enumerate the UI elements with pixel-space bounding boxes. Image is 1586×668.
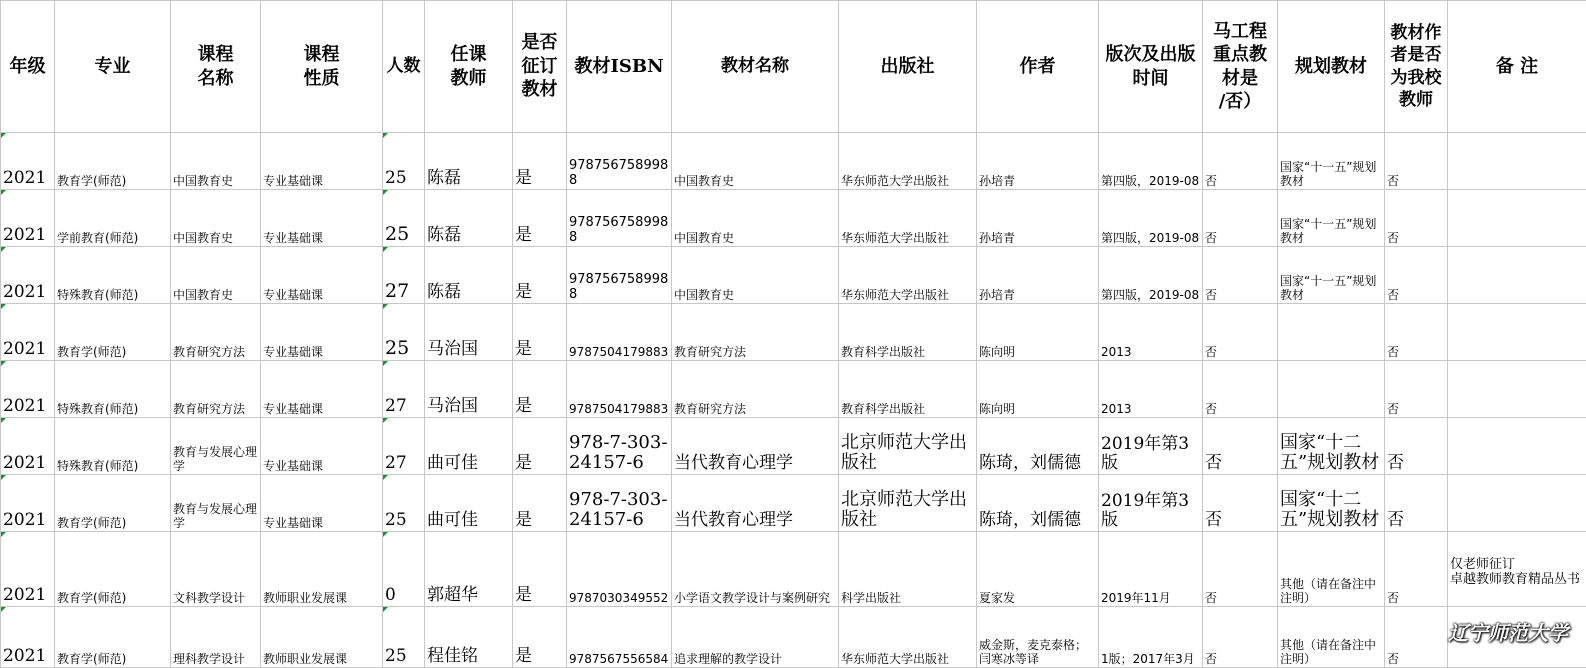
cell-plan[interactable]: 国家“十一五”规划教材 — [1278, 247, 1385, 304]
table-row — [1, 475, 1586, 532]
cell-teacher[interactable]: 郭超华 — [425, 532, 513, 607]
cell-grade[interactable]: 2021 — [1, 532, 55, 607]
table-row — [1, 607, 1586, 668]
cell-isbn[interactable]: 9787567589988 — [567, 247, 672, 304]
cell-major[interactable]: 教育学(师范) — [55, 304, 171, 361]
cell-teacher[interactable]: 陈磊 — [425, 133, 513, 190]
header-marx[interactable]: 马工程 重点教 材是 /否） — [1203, 1, 1278, 133]
cell-count[interactable]: 27 — [383, 247, 425, 304]
cell-book[interactable]: 当代教育心理学 — [672, 418, 839, 475]
cell-book[interactable]: 教育研究方法 — [672, 304, 839, 361]
header-major[interactable]: 专业 — [55, 1, 171, 133]
cell-publisher[interactable]: 北京师范大学出版社 — [839, 475, 977, 532]
cell-plan[interactable]: 国家“十二五”规划教材 — [1278, 418, 1385, 475]
cell-course[interactable]: 教育与发展心理学 — [171, 418, 261, 475]
cell-course[interactable]: 中国教育史 — [171, 247, 261, 304]
cell-publisher[interactable]: 科学出版社 — [839, 532, 977, 607]
cell-isbn[interactable]: 978-7-303-24157-6 — [567, 475, 672, 532]
header-author[interactable]: 作者 — [977, 1, 1099, 133]
cell-nature[interactable]: 专业基础课 — [261, 190, 383, 247]
cell-grade[interactable]: 2021 — [1, 607, 55, 668]
cell-major[interactable]: 教育学(师范) — [55, 133, 171, 190]
cell-grade[interactable]: 2021 — [1, 361, 55, 418]
header-teacher[interactable]: 任课 教师 — [425, 1, 513, 133]
cell-own-author[interactable]: 否 — [1385, 361, 1448, 418]
cell-nature[interactable]: 专业基础课 — [261, 247, 383, 304]
cell-author[interactable]: 威金斯，麦克泰格；闫寒冰等译 — [977, 607, 1099, 668]
cell-own-author[interactable]: 否 — [1385, 532, 1448, 607]
cell-isbn[interactable]: 9787567589988 — [567, 133, 672, 190]
cell-teacher[interactable]: 程佳铭 — [425, 607, 513, 668]
cell-grade[interactable]: 2021 — [1, 475, 55, 532]
cell-nature[interactable]: 专业基础课 — [261, 475, 383, 532]
cell-publisher[interactable]: 华东师范大学出版社 — [839, 607, 977, 668]
cell-teacher[interactable]: 曲可佳 — [425, 475, 513, 532]
cell-book[interactable]: 追求理解的教学设计 — [672, 607, 839, 668]
table-row — [1, 418, 1586, 475]
cell-count[interactable]: 25 — [383, 475, 425, 532]
cell-course[interactable]: 教育与发展心理学 — [171, 475, 261, 532]
cell-count[interactable]: 27 — [383, 361, 425, 418]
cell-own-author[interactable]: 否 — [1385, 190, 1448, 247]
cell-teacher[interactable]: 马治国 — [425, 361, 513, 418]
cell-plan[interactable]: 国家“十一五”规划教材 — [1278, 133, 1385, 190]
cell-publisher[interactable]: 华东师范大学出版社 — [839, 190, 977, 247]
cell-major[interactable]: 教育学(师范) — [55, 475, 171, 532]
cell-nature[interactable]: 专业基础课 — [261, 361, 383, 418]
table-row — [1, 133, 1586, 190]
cell-marx[interactable]: 否 — [1203, 304, 1278, 361]
cell-edition[interactable]: 2013 — [1099, 361, 1203, 418]
cell-grade[interactable]: 2021 — [1, 304, 55, 361]
cell-order[interactable]: 是 — [513, 607, 567, 668]
cell-major[interactable]: 学前教育(师范) — [55, 190, 171, 247]
table-row — [1, 247, 1586, 304]
cell-count[interactable]: 25 — [383, 607, 425, 668]
cell-edition[interactable]: 2019年第3版 — [1099, 418, 1203, 475]
header-book-name[interactable]: 教材名称 — [672, 1, 839, 133]
cell-author[interactable]: 陈向明 — [977, 361, 1099, 418]
cell-note[interactable] — [1448, 361, 1586, 418]
cell-order[interactable]: 是 — [513, 190, 567, 247]
header-course-name[interactable]: 课程 名称 — [171, 1, 261, 133]
cell-book[interactable]: 当代教育心理学 — [672, 475, 839, 532]
cell-own-author[interactable]: 否 — [1385, 247, 1448, 304]
cell-publisher[interactable]: 教育科学出版社 — [839, 304, 977, 361]
table-row — [1, 532, 1586, 607]
cell-order[interactable]: 是 — [513, 247, 567, 304]
cell-nature[interactable]: 专业基础课 — [261, 133, 383, 190]
cell-order[interactable]: 是 — [513, 532, 567, 607]
cell-book[interactable]: 教育研究方法 — [672, 361, 839, 418]
table-row — [1, 361, 1586, 418]
cell-course[interactable]: 中国教育史 — [171, 133, 261, 190]
header-note[interactable]: 备 注 — [1448, 1, 1586, 133]
cell-edition[interactable]: 第四版，2019-08 — [1099, 133, 1203, 190]
cell-marx[interactable]: 否 — [1203, 607, 1278, 668]
cell-note[interactable] — [1448, 475, 1586, 532]
cell-count[interactable]: 0 — [383, 532, 425, 607]
cell-count[interactable]: 27 — [383, 418, 425, 475]
cell-grade[interactable]: 2021 — [1, 190, 55, 247]
cell-publisher[interactable]: 教育科学出版社 — [839, 361, 977, 418]
cell-order[interactable]: 是 — [513, 361, 567, 418]
cell-edition[interactable]: 2019年11月 — [1099, 532, 1203, 607]
cell-own-author[interactable]: 否 — [1385, 418, 1448, 475]
cell-major[interactable]: 特殊教育(师范) — [55, 361, 171, 418]
cell-edition[interactable]: 2013 — [1099, 304, 1203, 361]
cell-isbn[interactable]: 9787504179883 — [567, 361, 672, 418]
cell-note[interactable] — [1448, 418, 1586, 475]
cell-marx[interactable]: 否 — [1203, 532, 1278, 607]
cell-count[interactable]: 25 — [383, 190, 425, 247]
cell-note[interactable] — [1448, 304, 1586, 361]
header-isbn[interactable]: 教材ISBN — [567, 1, 672, 133]
cell-plan[interactable]: 国家“十二五”规划教材 — [1278, 475, 1385, 532]
cell-teacher[interactable]: 马治国 — [425, 304, 513, 361]
cell-edition[interactable]: 1版；2017年3月 — [1099, 607, 1203, 668]
cell-order[interactable]: 是 — [513, 418, 567, 475]
cell-plan[interactable]: 其他（请在备注中注明） — [1278, 532, 1385, 607]
cell-own-author[interactable]: 否 — [1385, 304, 1448, 361]
cell-course[interactable]: 文科教学设计 — [171, 532, 261, 607]
cell-author[interactable]: 孙培青 — [977, 190, 1099, 247]
cell-order[interactable]: 是 — [513, 304, 567, 361]
cell-note[interactable] — [1448, 247, 1586, 304]
cell-note[interactable]: 仅老师征订 卓越教师教育精品丛书 — [1448, 532, 1586, 607]
cell-edition[interactable]: 第四版，2019-08 — [1099, 247, 1203, 304]
cell-marx[interactable]: 否 — [1203, 190, 1278, 247]
cell-author[interactable]: 夏家发 — [977, 532, 1099, 607]
table-row — [1, 304, 1586, 361]
cell-teacher[interactable]: 陈磊 — [425, 190, 513, 247]
header-publisher[interactable]: 出版社 — [839, 1, 977, 133]
cell-plan[interactable]: 国家“十一五”规划教材 — [1278, 190, 1385, 247]
cell-course[interactable]: 教育研究方法 — [171, 304, 261, 361]
cell-note[interactable] — [1448, 133, 1586, 190]
cell-plan[interactable]: 其他（请在备注中注明） — [1278, 607, 1385, 668]
header-grade[interactable]: 年级 — [1, 1, 55, 133]
cell-major[interactable]: 教育学(师范) — [55, 532, 171, 607]
cell-author[interactable]: 陈琦，刘儒德 — [977, 418, 1099, 475]
header-plan[interactable]: 规划教材 — [1278, 1, 1385, 133]
cell-marx[interactable]: 否 — [1203, 361, 1278, 418]
cell-own-author[interactable]: 否 — [1385, 475, 1448, 532]
cell-marx[interactable]: 否 — [1203, 133, 1278, 190]
cell-nature[interactable]: 教师职业发展课 — [261, 532, 383, 607]
cell-publisher[interactable]: 华东师范大学出版社 — [839, 247, 977, 304]
cell-order[interactable]: 是 — [513, 133, 567, 190]
cell-book[interactable]: 中国教育史 — [672, 133, 839, 190]
cell-course[interactable]: 理科教学设计 — [171, 607, 261, 668]
cell-count[interactable]: 25 — [383, 133, 425, 190]
cell-teacher[interactable]: 陈磊 — [425, 247, 513, 304]
cell-author[interactable]: 孙培青 — [977, 247, 1099, 304]
cell-edition[interactable]: 2019年第3版 — [1099, 475, 1203, 532]
cell-isbn[interactable]: 978-7-303-24157-6 — [567, 418, 672, 475]
cell-isbn[interactable]: 9787567556584 — [567, 607, 672, 668]
cell-book[interactable]: 小学语文教学设计与案例研究 — [672, 532, 839, 607]
cell-grade[interactable]: 2021 — [1, 133, 55, 190]
header-edition[interactable]: 版次及出版 时间 — [1099, 1, 1203, 133]
header-order[interactable]: 是否 征订 教材 — [513, 1, 567, 133]
cell-marx[interactable]: 否 — [1203, 418, 1278, 475]
header-count[interactable]: 人数 — [383, 1, 425, 133]
cell-plan[interactable] — [1278, 361, 1385, 418]
cell-publisher[interactable]: 华东师范大学出版社 — [839, 133, 977, 190]
cell-publisher[interactable]: 北京师范大学出版社 — [839, 418, 977, 475]
cell-own-author[interactable]: 否 — [1385, 133, 1448, 190]
table-row — [1, 190, 1586, 247]
university-watermark: 辽宁师范大学 — [1448, 617, 1568, 646]
cell-marx[interactable]: 否 — [1203, 475, 1278, 532]
cell-order[interactable]: 是 — [513, 475, 567, 532]
cell-nature[interactable]: 教师职业发展课 — [261, 607, 383, 668]
cell-major[interactable]: 特殊教育(师范) — [55, 418, 171, 475]
cell-grade[interactable]: 2021 — [1, 418, 55, 475]
cell-isbn[interactable]: 9787504179883 — [567, 304, 672, 361]
cell-book[interactable]: 中国教育史 — [672, 247, 839, 304]
cell-teacher[interactable]: 曲可佳 — [425, 418, 513, 475]
cell-major[interactable]: 教育学(师范) — [55, 607, 171, 668]
cell-count[interactable]: 25 — [383, 304, 425, 361]
cell-own-author[interactable]: 否 — [1385, 607, 1448, 668]
header-row — [1, 1, 1586, 133]
cell-marx[interactable]: 否 — [1203, 247, 1278, 304]
cell-plan[interactable] — [1278, 304, 1385, 361]
cell-author[interactable]: 陈向明 — [977, 304, 1099, 361]
cell-course[interactable]: 教育研究方法 — [171, 361, 261, 418]
cell-nature[interactable]: 专业基础课 — [261, 418, 383, 475]
cell-edition[interactable]: 第四版，2019-08 — [1099, 190, 1203, 247]
cell-note[interactable] — [1448, 190, 1586, 247]
cell-author[interactable]: 陈琦，刘儒德 — [977, 475, 1099, 532]
cell-isbn[interactable]: 9787567589988 — [567, 190, 672, 247]
cell-major[interactable]: 特殊教育(师范) — [55, 247, 171, 304]
cell-grade[interactable]: 2021 — [1, 247, 55, 304]
header-course-nature[interactable]: 课程 性质 — [261, 1, 383, 133]
cell-isbn[interactable]: 9787030349552 — [567, 532, 672, 607]
cell-author[interactable]: 孙培青 — [977, 133, 1099, 190]
cell-course[interactable]: 中国教育史 — [171, 190, 261, 247]
cell-book[interactable]: 中国教育史 — [672, 190, 839, 247]
header-own-author[interactable]: 教材作 者是否 为我校 教师 — [1385, 1, 1448, 133]
cell-nature[interactable]: 专业基础课 — [261, 304, 383, 361]
